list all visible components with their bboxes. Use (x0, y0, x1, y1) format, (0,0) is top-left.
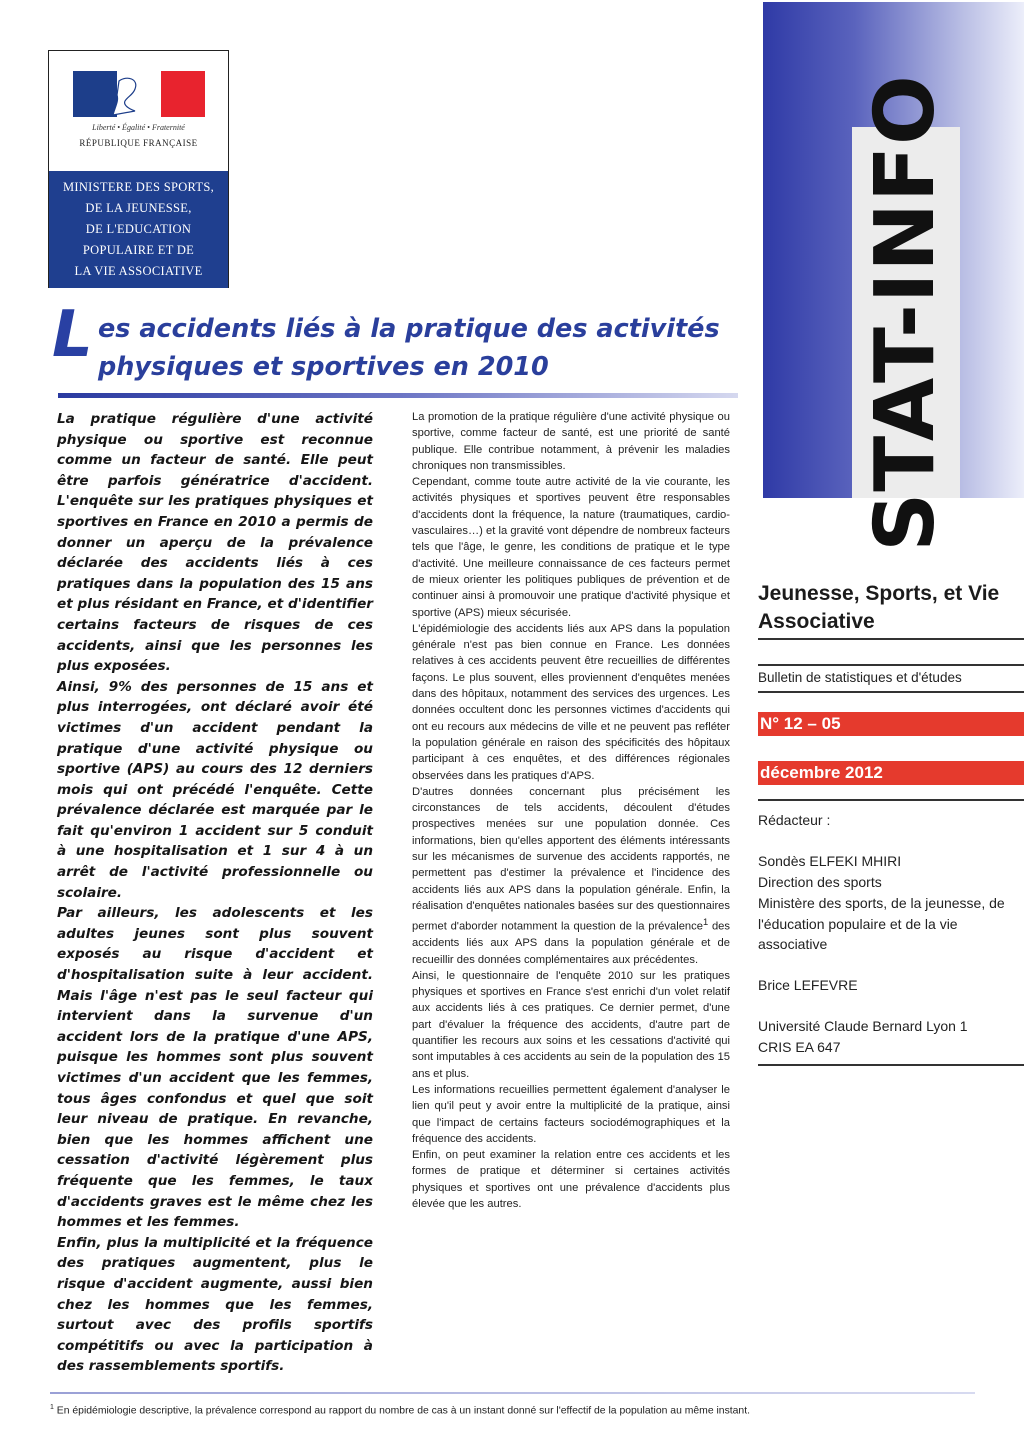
ministry-name: MINISTERE DES SPORTS, DE LA JEUNESSE, DE L'EDUCATION POPULAIRE ET DE LA VIE ASSOCIATIVE (49, 171, 228, 288)
author-affiliation: Université Claude Bernard Lyon 1 (758, 1018, 968, 1034)
summary-column (57, 409, 373, 1377)
summary-paragraph: La pratique régulière d'une activité physique ou sportive est reconnue comme un facteur de santé. Elle peut être parfois génératrice d'accident. L'enquête sur les pratiques physiques et sportives en France en 2010 a permis de donner un aperçu de la prévalence déclarée des accidents liés à ces pratiques dans la population des 15 ans et plus résidant en France, et d'identifier certains facteurs de risques de ces accidents, ainsi que les personnes les plus exposées. (57, 411, 373, 675)
footnote (50, 1404, 750, 1416)
author-name: Sondès ELFEKI MHIRI (758, 853, 902, 869)
author-affiliation: CRIS EA 647 (758, 1039, 841, 1055)
summary-paragraph: Ainsi, 9% des personnes de 15 ans et plus interrogées, ont déclaré avoir été victimes d'un accident pendant la pratique d'une activité physique ou sportive (APS) au cours des 12 derniers mois qui ont précédé l'enquête. Cette prévalence déclarée est marquée par le fait qu'environ 1 accident sur 5 conduit à une hospitalisation et 1 sur 4 à un arrêt de l'activité professionnelle ou scolaire. (57, 678, 373, 901)
issue-date: décembre 2012 (758, 761, 1024, 785)
footnote-reference[interactable]: 1 (702, 917, 709, 928)
author-name: Brice LEFEVRE (758, 977, 858, 993)
divider (758, 691, 1024, 693)
publication-title: Jeunesse, Sports, et Vie Associative (758, 582, 1000, 633)
body-paragraph: Ainsi, le questionnaire de l'enquête 2010 sur les pratiques physiques et sportives en France s'est enrichi d'un volet relatif aux accidents liés à ces pratiques. Ce dernier permet, d'une part d'évaluer la fréquence des accidents, d'autre part de quantifier les recours aux soins et les cessations d'activité qui sont imputables à ces accidents au sein de la population des 15 ans et plus. (412, 969, 730, 1080)
body-paragraph: La promotion de la pratique régulière d'une activité physique ou sportive, comme facteur de santé, est une priorité de santé publique. Elle contribue notamment, à prévenir les maladies chroniques non transmissibles. (412, 411, 730, 472)
republic-name: RÉPUBLIQUE FRANÇAISE (79, 138, 198, 148)
body-paragraph: L'épidémiologie des accidents liés aux APS dans la population générale n'est pas bien connue en France. Les données relatives à ces accidents peuvent être recueillies de différentes façons. Le plus souvent, elles proviennent d'enquêtes menées dans des hôpitaux, notamment des services des urgences. Les données occultent donc les personnes victimes d'accidents qui ont eu recours aux médecins de ville et ne peuvent pas refléter la population générale en raison des spécificités des hôpitaux participant à ces enquêtes, et des différences régionales observées dans les pratiques d'APS. (412, 622, 730, 782)
title-underline (58, 393, 738, 398)
footnote-divider (50, 1392, 975, 1394)
summary-paragraph: Par ailleurs, les adolescents et les adultes jeunes sont plus souvent exposés au risque d'accident et d'hospitalisation suite à leur accident. Mais l'âge n'est pas le seul facteur qui intervient dans la survenue d'un accident lors de la pratique d'une APS, puisque les hommes sont plus souvent victimes d'un accident que les femmes, tous âges confondus et quel que soit leur niveau de pratique. En revanche, bien que les hommes affichent une cessation d'activité légèrement plus fréquente que les femmes, le taux d'accidents graves est le même chez les hommes et les femmes. (57, 905, 373, 1231)
author-affiliation: Ministère des sports, de la jeunesse, de l'éducation populaire et de la vie associative (758, 895, 1005, 952)
marianne-flag-icon (73, 71, 205, 117)
author-affiliation: Direction des sports (758, 874, 882, 890)
divider (758, 664, 1024, 666)
summary-paragraph: Enfin, plus la multiplicité et la fréquence des pratiques augmentent, plus le risque d'accident augmente, aussi bien chez les hommes que les femmes, surtout avec des profils sportifs compétitifs ou avec la participation à des rassemblements sportifs. (57, 1234, 373, 1375)
divider (758, 799, 1024, 801)
issue-number: N° 12 – 05 (758, 712, 1024, 736)
title-initial: L (52, 298, 93, 372)
page-title: es accidents liés à la pratique des activités physiques et sportives en 2010 (98, 314, 720, 382)
body-paragraph: Les informations recueillies permettent également d'analyser le lien qu'il peut y avoir entre la multiplicité de la pratique, ainsi que l'impact de certains facteurs sociodémographiques et la fréquence des accidents. (412, 1083, 730, 1145)
body-paragraph: Enfin, on peut examiner la relation entre ces accidents et les formes de pratique et déterminer si certaines activités physiques et sportives ont une prévalence d'accidents plus élevée que les autres. (412, 1149, 730, 1210)
ministry-logo (48, 50, 229, 288)
redacteur-label: Rédacteur : (758, 812, 831, 828)
footnote-text: En épidémiologie descriptive, la prévalence correspond au rapport du nombre de cas à un instant donné sur l'effectif de la population au même instant. (53, 1405, 750, 1417)
divider (758, 638, 1024, 640)
body-column (412, 409, 730, 1212)
bulletin-subtitle: Bulletin de statistiques et d'études (758, 670, 962, 685)
divider (758, 1064, 1024, 1066)
body-paragraph: Cependant, comme toute autre activité de la vie courante, les activités physiques et sportives peuvent être responsables d'accidents dont la fréquence, la nature (traumatiques, cardio-vasculaires…) et la gravité vont dépendre de nombreux facteurs tels que l'âge, le genre, les conditions de pratique et le type d'activité. Une meilleure connaissance de ces facteurs permet de mieux orienter les politiques publiques de prévention et de continuer ainsi à promouvoir une pratique d'activité physique et sportive (APS) mieux sécurisée. (412, 476, 730, 619)
body-paragraph: D'autres données concernant plus précisément les circonstances de tels accidents, découlent d'études prospectives menées sur une population donnée. Ces informations, bien qu'elles apportent des éléments intéressants sur les mécanismes de survenue des accidents rapportés, ne permettent pas d'estimer la prévalence et l'incidence des accidents liés aux APS dans la population générale. Enfin, la réalisation d'enquêtes nationales basées sur des questionnaires permet d'aborder notamment la question de la prévalence$^1$ des accidents liés aux APS dans la population générale et de recueillir des données complémentaires aux précédentes. (412, 785, 730, 966)
footnote-mark: 1 (50, 1404, 54, 1411)
republic-motto: Liberté • Égalité • Fraternité (92, 123, 185, 132)
